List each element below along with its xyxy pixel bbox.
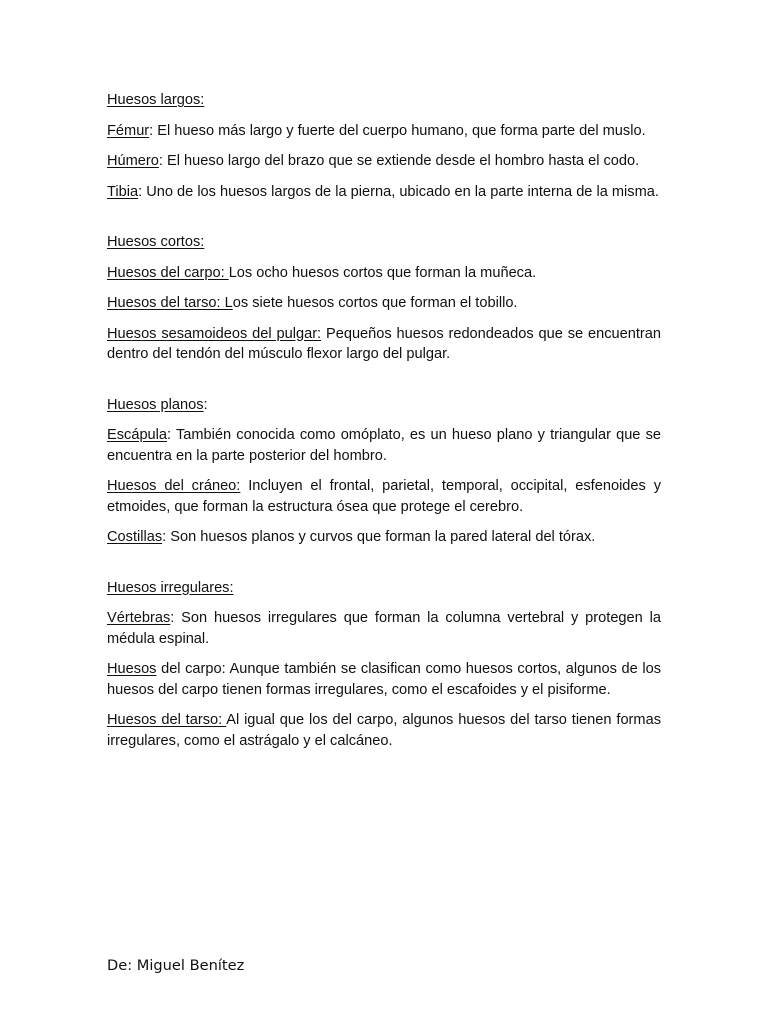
term: Húmero	[107, 153, 159, 169]
paragraph-carpo	[107, 263, 661, 284]
term: Huesos del tarso:	[107, 712, 227, 728]
definition: : Uno de los huesos largos de la pierna, ubicado en la parte interna de la misma.	[138, 183, 659, 200]
section-heading-text: Huesos irregulares:	[107, 579, 234, 596]
section-heading-text: Huesos cortos:	[107, 234, 205, 250]
term: Huesos del cráneo:	[107, 478, 241, 494]
term: Tibia	[107, 183, 139, 200]
term: Vértebras	[107, 610, 171, 626]
section-heading	[107, 232, 661, 253]
definition: : Son huesos planos y curvos que forman la pared lateral del tórax.	[162, 529, 596, 545]
term: Huesos sesamoideos del pulgar:	[107, 325, 322, 342]
paragraph-sesamoideos	[107, 324, 661, 365]
section-huesos-planos	[107, 395, 661, 548]
definition: : El hueso largo del brazo que se extiende desde el hombro hasta el codo.	[158, 153, 640, 169]
term: Escápula	[107, 427, 168, 443]
paragraph-huesos-tarso	[107, 710, 661, 751]
section-heading	[107, 90, 661, 111]
paragraph-escapula	[107, 425, 661, 466]
section-heading-text: Huesos planos	[107, 396, 204, 413]
paragraph-craneo	[107, 476, 661, 517]
definition: : El hueso más largo y fuerte del cuerpo humano, que forma parte del muslo.	[149, 122, 646, 139]
paragraph-femur	[107, 121, 661, 142]
paragraph-huesos-carpo	[107, 659, 661, 700]
term: Huesos	[107, 661, 157, 677]
section-heading	[107, 578, 661, 599]
paragraph-tarso	[107, 293, 661, 314]
term: Costillas	[107, 529, 163, 545]
definition: del carpo: Aunque también se clasifican como huesos cortos, algunos de los huesos del carpo tienen formas irregulares, como el escafoides y el pisiforme.	[107, 661, 661, 698]
definition: Incluyen el frontal, parietal, temporal, occipital, esfenoides y etmoides, que forman la estructura ósea que protege el cerebro.	[107, 478, 661, 515]
section-heading-colon: :	[203, 396, 208, 413]
paragraph-tibia	[107, 182, 661, 203]
paragraph-humero	[107, 151, 661, 172]
section-heading-text: Huesos largos:	[107, 92, 205, 108]
term: Huesos del tarso: L	[107, 295, 233, 311]
author-signature: De: Miguel Benítez	[107, 957, 245, 974]
term: Huesos del carpo:	[107, 264, 229, 281]
definition: : Son huesos irregulares que forman la columna vertebral y protegen la médula espinal.	[107, 610, 661, 647]
definition: : También conocida como omóplato, es un hueso plano y triangular que se encuentra en la parte posterior del hombro.	[107, 427, 661, 464]
definition: Pequeños huesos redondeados que se encuentran dentro del tendón del músculo flexor largo del pulgar.	[107, 325, 662, 362]
section-huesos-cortos	[107, 232, 661, 365]
paragraph-costillas	[107, 527, 661, 548]
paragraph-vertebras	[107, 608, 661, 649]
section-huesos-largos	[107, 90, 661, 202]
definition: Los ocho huesos cortos que forman la muñeca.	[228, 264, 537, 281]
definition: Al igual que los del carpo, algunos huesos del tarso tienen formas irregulares, como el astrágalo y el calcáneo.	[107, 712, 661, 749]
section-huesos-irregulares	[107, 578, 661, 752]
section-heading	[107, 395, 661, 416]
definition: os siete huesos cortos que forman el tobillo.	[232, 295, 518, 311]
term: Fémur	[107, 122, 150, 139]
document-body	[107, 90, 661, 781]
